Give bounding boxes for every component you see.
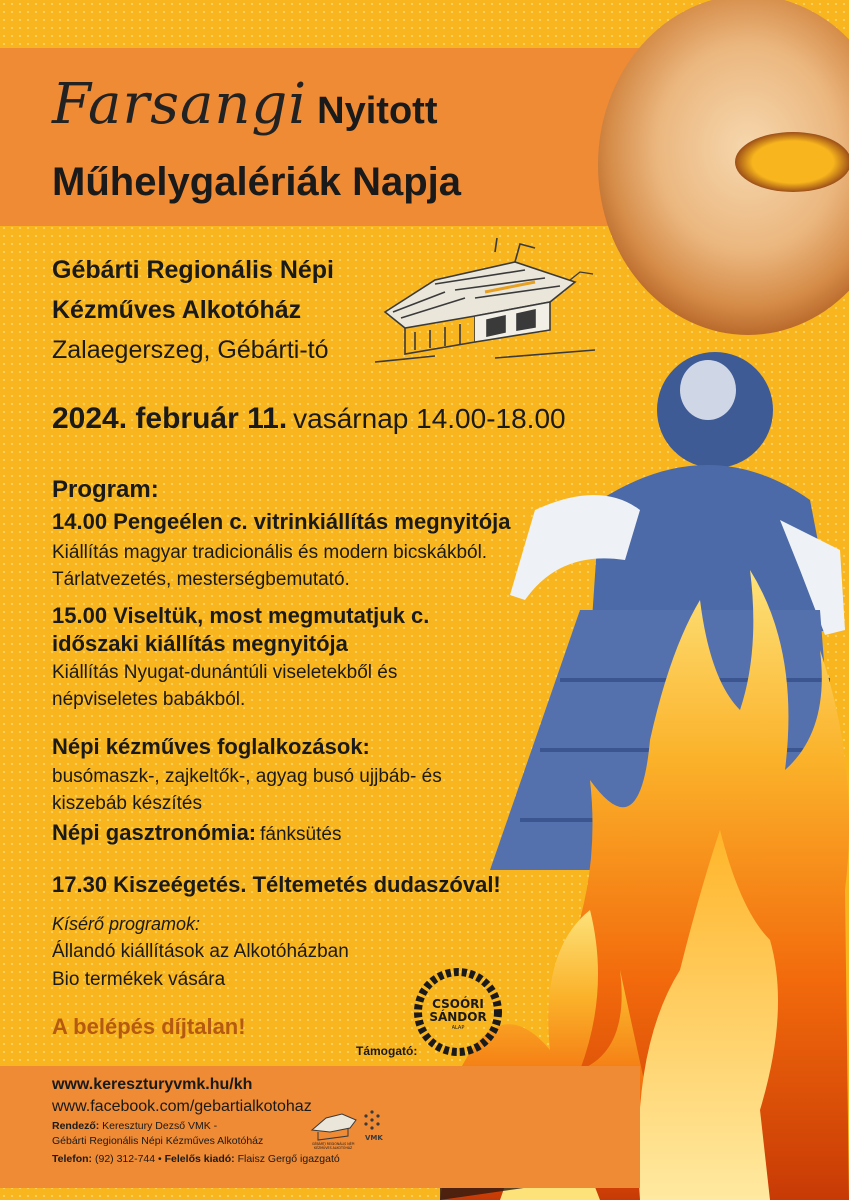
- program-item-3-desc-1: busómaszk-, zajkeltők-, agyag busó ujjbáb- és: [52, 766, 442, 787]
- side-programs-heading: Kísérő programok:: [52, 914, 201, 934]
- contact-line: [52, 1153, 340, 1165]
- organizer-line-1: [52, 1120, 217, 1132]
- program-item-2-title-2: időszaki kiállítás megnyitója: [52, 631, 348, 656]
- program-item-1-desc-2: Tárlatvezetés, mesterségbemutató.: [52, 569, 350, 590]
- title-line-1: [52, 72, 437, 137]
- event-date-day: 2024. február 11.: [52, 402, 288, 435]
- program-item-5: 17.30 Kiszeégetés. Téltemetés dudaszóval!: [52, 872, 501, 897]
- logo-text-2: SÁNDOR: [429, 1010, 487, 1024]
- title-line-2: Műhelygalériák Napja: [52, 160, 462, 204]
- supporter-label: Támogató:: [356, 1044, 418, 1058]
- publisher-value: Flaisz Gergő igazgató: [237, 1153, 340, 1165]
- side-program-2: Bio termékek vására: [52, 969, 226, 990]
- event-date-time: vasárnap 14.00-18.00: [293, 403, 566, 434]
- logo-text-1: CSOÓRI: [432, 997, 484, 1011]
- facebook-link[interactable]: www.facebook.com/gebartialkotohaz: [52, 1098, 312, 1115]
- organizer-logos: [310, 1102, 390, 1150]
- phone-value: (92) 312-744: [94, 1153, 156, 1165]
- organizer-value-1: Keresztury Dezső VMK -: [102, 1120, 218, 1132]
- program-item-2-desc-2: népviseletes babákból.: [52, 689, 246, 710]
- free-entry-note: A belépés díjtalan!: [52, 1014, 246, 1039]
- organizer-value-2: Gébárti Regionális Népi Kézműves Alkotóház: [52, 1135, 264, 1147]
- program-item-2-title-1: 15.00 Viseltük, most megmutatjuk c.: [52, 603, 430, 628]
- title-word-nyitott: Nyitott: [317, 90, 438, 132]
- logo-caption-1: GÉBÁRTI REGIONÁLIS NÉPI: [312, 1142, 355, 1146]
- organizer-label: Rendező:: [52, 1120, 100, 1132]
- phone-label: Telefon:: [52, 1153, 93, 1165]
- program-heading: Program:: [52, 476, 159, 503]
- donut-image: [588, 0, 849, 340]
- venue-name-line-1: Gébárti Regionális Népi: [52, 256, 335, 284]
- venue-location: Zalaegerszeg, Gébárti-tó: [52, 336, 329, 364]
- program-item-1-desc-1: Kiállítás magyar tradicionális és modern bicskákból.: [52, 542, 488, 563]
- venue-name-line-2: Kézműves Alkotóház: [52, 296, 302, 324]
- program-item-3-desc-2: kiszebáb készítés: [52, 793, 202, 814]
- program-item-1-title: 14.00 Pengeélen c. vitrinkiállítás megnyitója: [52, 509, 511, 534]
- program-item-3-title: Népi kézműves foglalkozások:: [52, 734, 370, 759]
- side-program-1: Állandó kiállítások az Alkotóházban: [52, 941, 349, 962]
- program-item-4: [52, 820, 341, 846]
- logo-text-3: ALAP: [451, 1025, 465, 1031]
- program-item-4-title: Népi gasztronómia:: [52, 820, 257, 845]
- csoori-sandor-alap-logo: [412, 966, 504, 1058]
- program-item-4-value: fánksütés: [260, 824, 342, 845]
- website-link[interactable]: www.kereszturyvmk.hu/kh: [52, 1076, 253, 1093]
- logo-caption-2: KÉZMŰVES ALKOTÓHÁZ: [314, 1146, 353, 1150]
- vmk-logo-text: VMK: [365, 1134, 383, 1142]
- program-item-2-desc-1: Kiállítás Nyugat-dunántúli viseletekből és: [52, 662, 398, 683]
- separator-bullet: •: [158, 1153, 162, 1165]
- title-script-word: Farsangi: [52, 72, 308, 137]
- publisher-label: Felelős kiadó:: [164, 1153, 235, 1165]
